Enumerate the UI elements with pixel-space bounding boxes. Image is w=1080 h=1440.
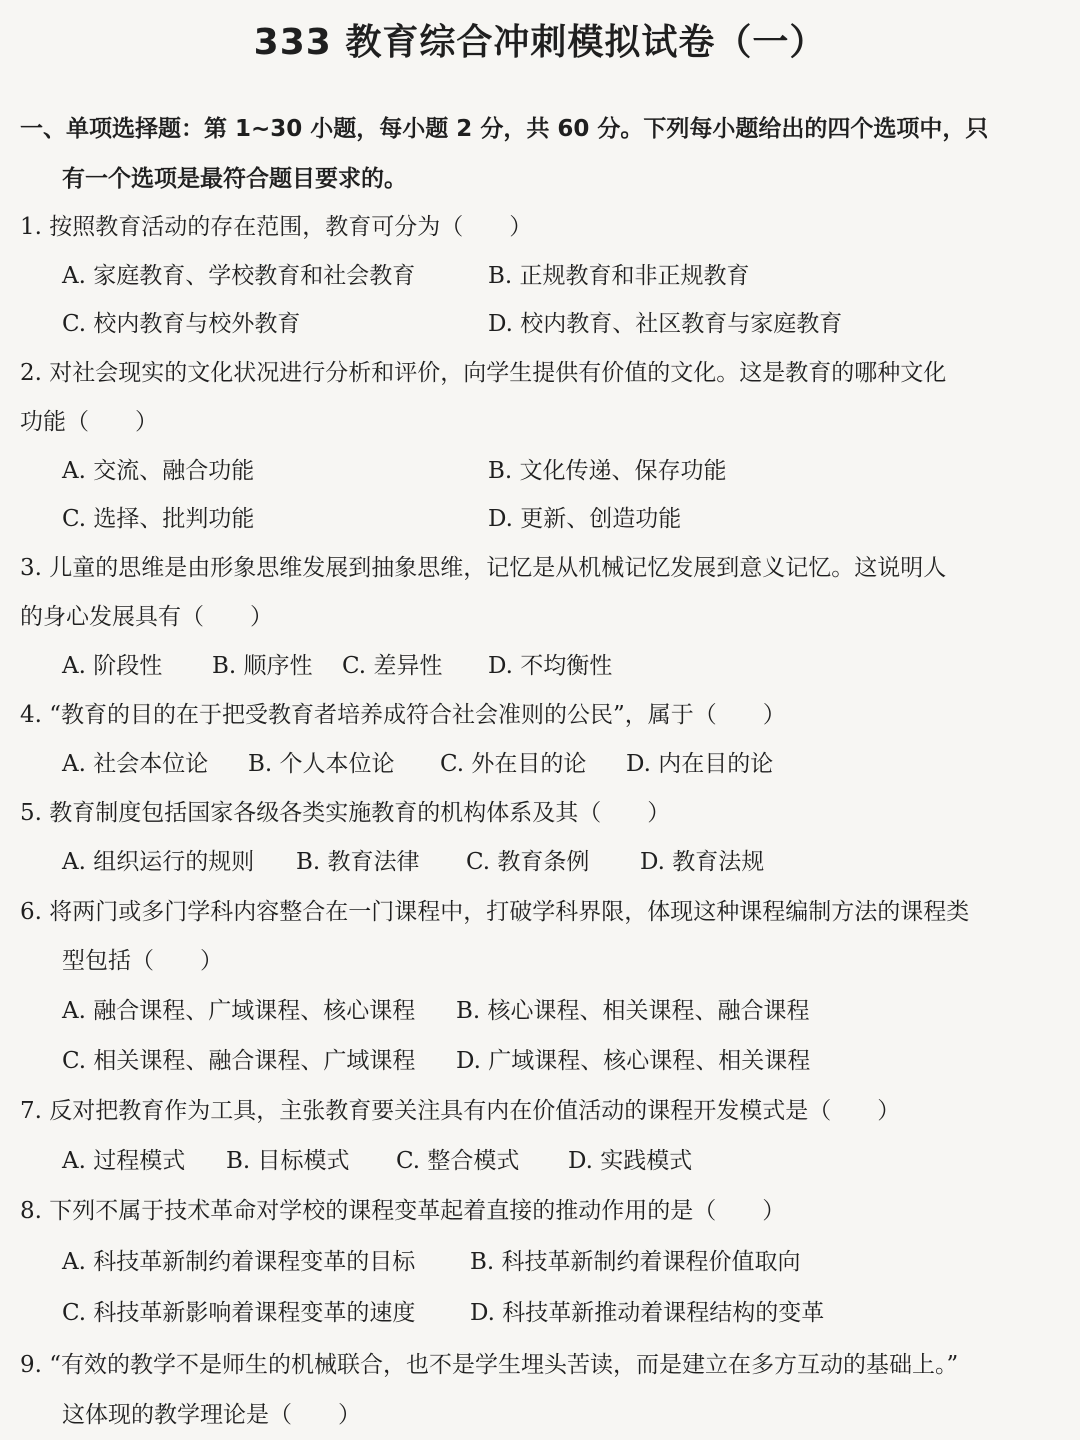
question-7-option-b: B. 目标模式 [226,1148,350,1174]
question-5-option-b: B. 教育法律 [296,849,420,875]
question-4-option-b: B. 个人本位论 [248,751,395,777]
question-7-stem: 7. 反对把教育作为工具，主张教育要关注具有内在价值活动的课程开发模式是（ ） [20,1098,901,1124]
question-3-option-a: A. 阶段性 [62,653,163,679]
question-8-option-c: C. 科技革新影响着课程变革的速度 [62,1300,416,1326]
question-8-option-a: A. 科技革新制约着课程变革的目标 [62,1249,416,1275]
question-6-stem-line-1: 6. 将两门或多门学科内容整合在一门课程中，打破学科界限，体现这种课程编制方法的课程类 [20,899,970,925]
question-7-option-d: D. 实践模式 [568,1148,693,1174]
question-8-option-d: D. 科技革新推动着课程结构的变革 [470,1300,825,1326]
question-6-option-c: C. 相关课程、融合课程、广域课程 [62,1048,416,1074]
question-2-stem-line-2: 功能（ ） [20,409,158,435]
question-2-option-a: A. 交流、融合功能 [62,458,255,484]
question-5-option-a: A. 组织运行的规则 [62,849,255,875]
question-7-option-c: C. 整合模式 [396,1148,520,1174]
question-3-stem-line-1: 3. 儿童的思维是由形象思维发展到抽象思维，记忆是从机械记忆发展到意义记忆。这说明人 [20,555,947,581]
question-6-stem-line-2: 型包括（ ） [62,948,223,974]
question-3-option-d: D. 不均衡性 [488,653,613,679]
question-1-option-c: C. 校内教育与校外教育 [62,311,301,337]
question-1-stem: 1. 按照教育活动的存在范围，教育可分为（ ） [20,214,533,240]
question-1-option-d: D. 校内教育、社区教育与家庭教育 [488,311,843,337]
question-9-stem-line-2: 这体现的教学理论是（ ） [62,1402,361,1428]
page-title: 333 教育综合冲刺模拟试卷（一） [253,22,827,63]
question-6-option-a: A. 融合课程、广域课程、核心课程 [62,998,416,1024]
question-5-stem: 5. 教育制度包括国家各级各类实施教育的机构体系及其（ ） [20,800,671,826]
question-2-option-d: D. 更新、创造功能 [488,506,682,532]
question-7-option-a: A. 过程模式 [62,1148,186,1174]
question-3-option-b: B. 顺序性 [212,653,313,679]
question-4-option-d: D. 内在目的论 [626,751,774,777]
question-2-option-c: C. 选择、批判功能 [62,506,255,532]
section-heading-line-1: 一、单项选择题：第 1~30 小题，每小题 2 分，共 60 分。下列每小题给出的四个选项中，只 [20,116,989,142]
question-6-option-b: B. 核心课程、相关课程、融合课程 [456,998,810,1024]
question-1-option-a: A. 家庭教育、学校教育和社会教育 [62,263,416,289]
question-9-stem-line-1: 9. “有效的教学不是师生的机械联合，也不是学生埋头苦读，而是建立在多方互动的基础上。” [20,1352,959,1378]
question-5-option-c: C. 教育条例 [466,849,590,875]
section-heading-line-2: 有一个选项是最符合题目要求的。 [62,166,407,192]
question-3-option-c: C. 差异性 [342,653,443,679]
question-8-stem: 8. 下列不属于技术革命对学校的课程变革起着直接的推动作用的是（ ） [20,1198,786,1224]
question-3-stem-line-2: 的身心发展具有（ ） [20,604,273,630]
question-4-stem: 4. “教育的目的在于把受教育者培养成符合社会准则的公民”，属于（ ） [20,702,786,728]
question-5-option-d: D. 教育法规 [640,849,765,875]
question-4-option-a: A. 社会本位论 [62,751,209,777]
question-8-option-b: B. 科技革新制约着课程价值取向 [470,1249,801,1275]
question-1-option-b: B. 正规教育和非正规教育 [488,263,750,289]
question-6-option-d: D. 广域课程、核心课程、相关课程 [456,1048,811,1074]
question-2-stem-line-1: 2. 对社会现实的文化状况进行分析和评价，向学生提供有价值的文化。这是教育的哪种文化 [20,360,947,386]
question-2-option-b: B. 文化传递、保存功能 [488,458,727,484]
question-4-option-c: C. 外在目的论 [440,751,587,777]
